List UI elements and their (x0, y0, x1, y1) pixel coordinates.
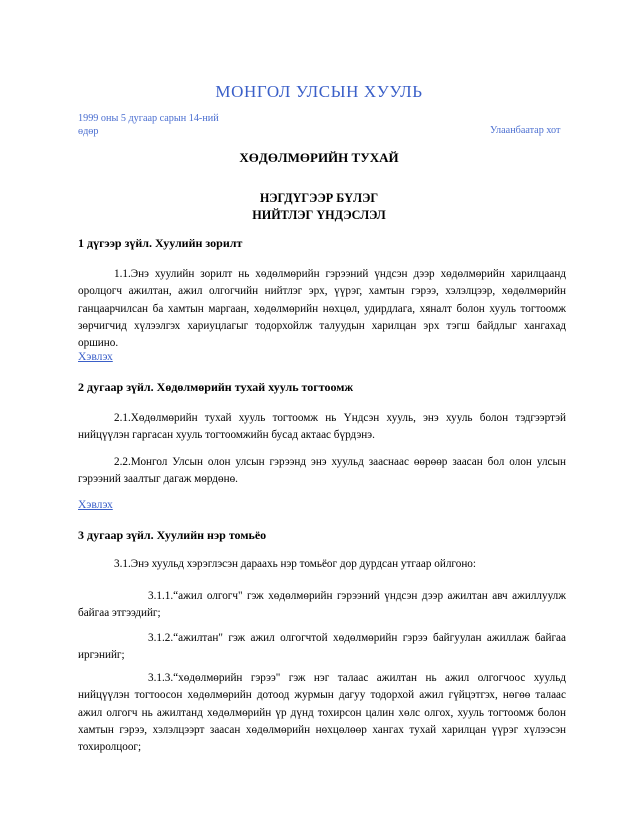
article-3-paragraph-3-1-3: 3.1.3.“хөдөлмөрийн гэрээ" гэж нэг талаас ажилтан нь ажил олгогчоос хуульд нийцүүлэн тогтоосон хөдөлмөрийн дотоод журмын дагуу тодорхой ажил гүйцэтгэх, нөгөө талаас ажил олгогч нь ажилтанд хөдөлмөрийн үр дүнд тохирсон цалин хөлс олгох, хууль тогтоомж болон хамтын гэрээ, хэлэлцээрт заасан хөдөлмөрийн нөхцөлөөр хангах тухай харилцан үүрэг хүлээсэн тохиролцоог; (78, 672, 566, 754)
article-3-paragraph-3-1-1: 3.1.1.“ажил олгогч" гэж хөдөлмөрийн гэрээний үндсэн дээр ажилтан авч ажиллуулж байгаа этгээдийг; (78, 590, 566, 620)
print-link-article-2[interactable]: Хэвлэх (78, 498, 113, 511)
article-2-paragraph-1: 2.1.Хөдөлмөрийн тухай хууль тогтоомж нь Үндсэн хууль, энэ хууль болон тэдгээртэй нийцүүлэн гаргасан хууль тогтоомжийн бусад актаас бүрдэнэ. (78, 412, 566, 442)
enactment-place: Улаанбаатар хот (490, 125, 561, 136)
chapter-number: НЭГДҮГЭЭР БҮЛЭГ (259, 191, 379, 205)
article-1-paragraph-1: 1.1.Энэ хуулийн зорилт нь хөдөлмөрийн гэрээний үндсэн дээр хөдөлмөрийн харилцаанд оролцогч ажилтан, ажил олгогчийн нийтлэг эрх, үүрэг, хамтын гэрээ, хэлэлцээр, хөдөлмөрийн ганцаарчилсан ба хамтын маргаан, хөдөлмөрийн нөхцөл, удирдлага, хяналт болон хууль тогтоомж зөрчигчид хүлээлгэх хариуцлагыг тодорхойлж талуудын харилцан эрх тэгш байдлыг хангахад оршино. (78, 268, 566, 350)
print-link-article-1[interactable]: Хэвлэх (78, 350, 113, 363)
law-title: МОНГОЛ УЛСЫН ХУУЛЬ (215, 82, 423, 101)
article-2-title: 2 дугаар зүйл. Хөдөлмөрийн тухай хууль тогтоомж (78, 380, 354, 394)
chapter-heading (0, 190, 638, 224)
article-3-paragraph-1: 3.1.Энэ хуульд хэрэглэсэн дараахь нэр томьёог дор дурдсан утгаар ойлгоно: (114, 558, 477, 570)
article-3-paragraph-3-1-2: 3.1.2.“ажилтан" гэж ажил олгогчтой хөдөлмөрийн гэрээ байгуулан ажиллаж байгаа иргэнийг; (78, 632, 566, 662)
article-3-title: 3 дугаар зүйл. Хуулийн нэр томьёо (78, 528, 267, 542)
enactment-date: 1999 оны 5 дугаар сарын 14-ний өдөр (78, 113, 219, 137)
article-1-title: 1 дүгээр зүйл. Хуулийн зорилт (78, 236, 243, 250)
law-name: ХӨДӨЛМӨРИЙН ТУХАЙ (239, 150, 399, 165)
article-2-paragraph-2: 2.2.Монгол Улсын олон улсын гэрээнд энэ хуульд зааснаас өөрөөр заасан бол олон улсын гэрээний заалтыг дагаж мөрдөнө. (78, 456, 566, 486)
chapter-title: НИЙТЛЭГ ҮНДЭСЛЭЛ (252, 208, 386, 222)
